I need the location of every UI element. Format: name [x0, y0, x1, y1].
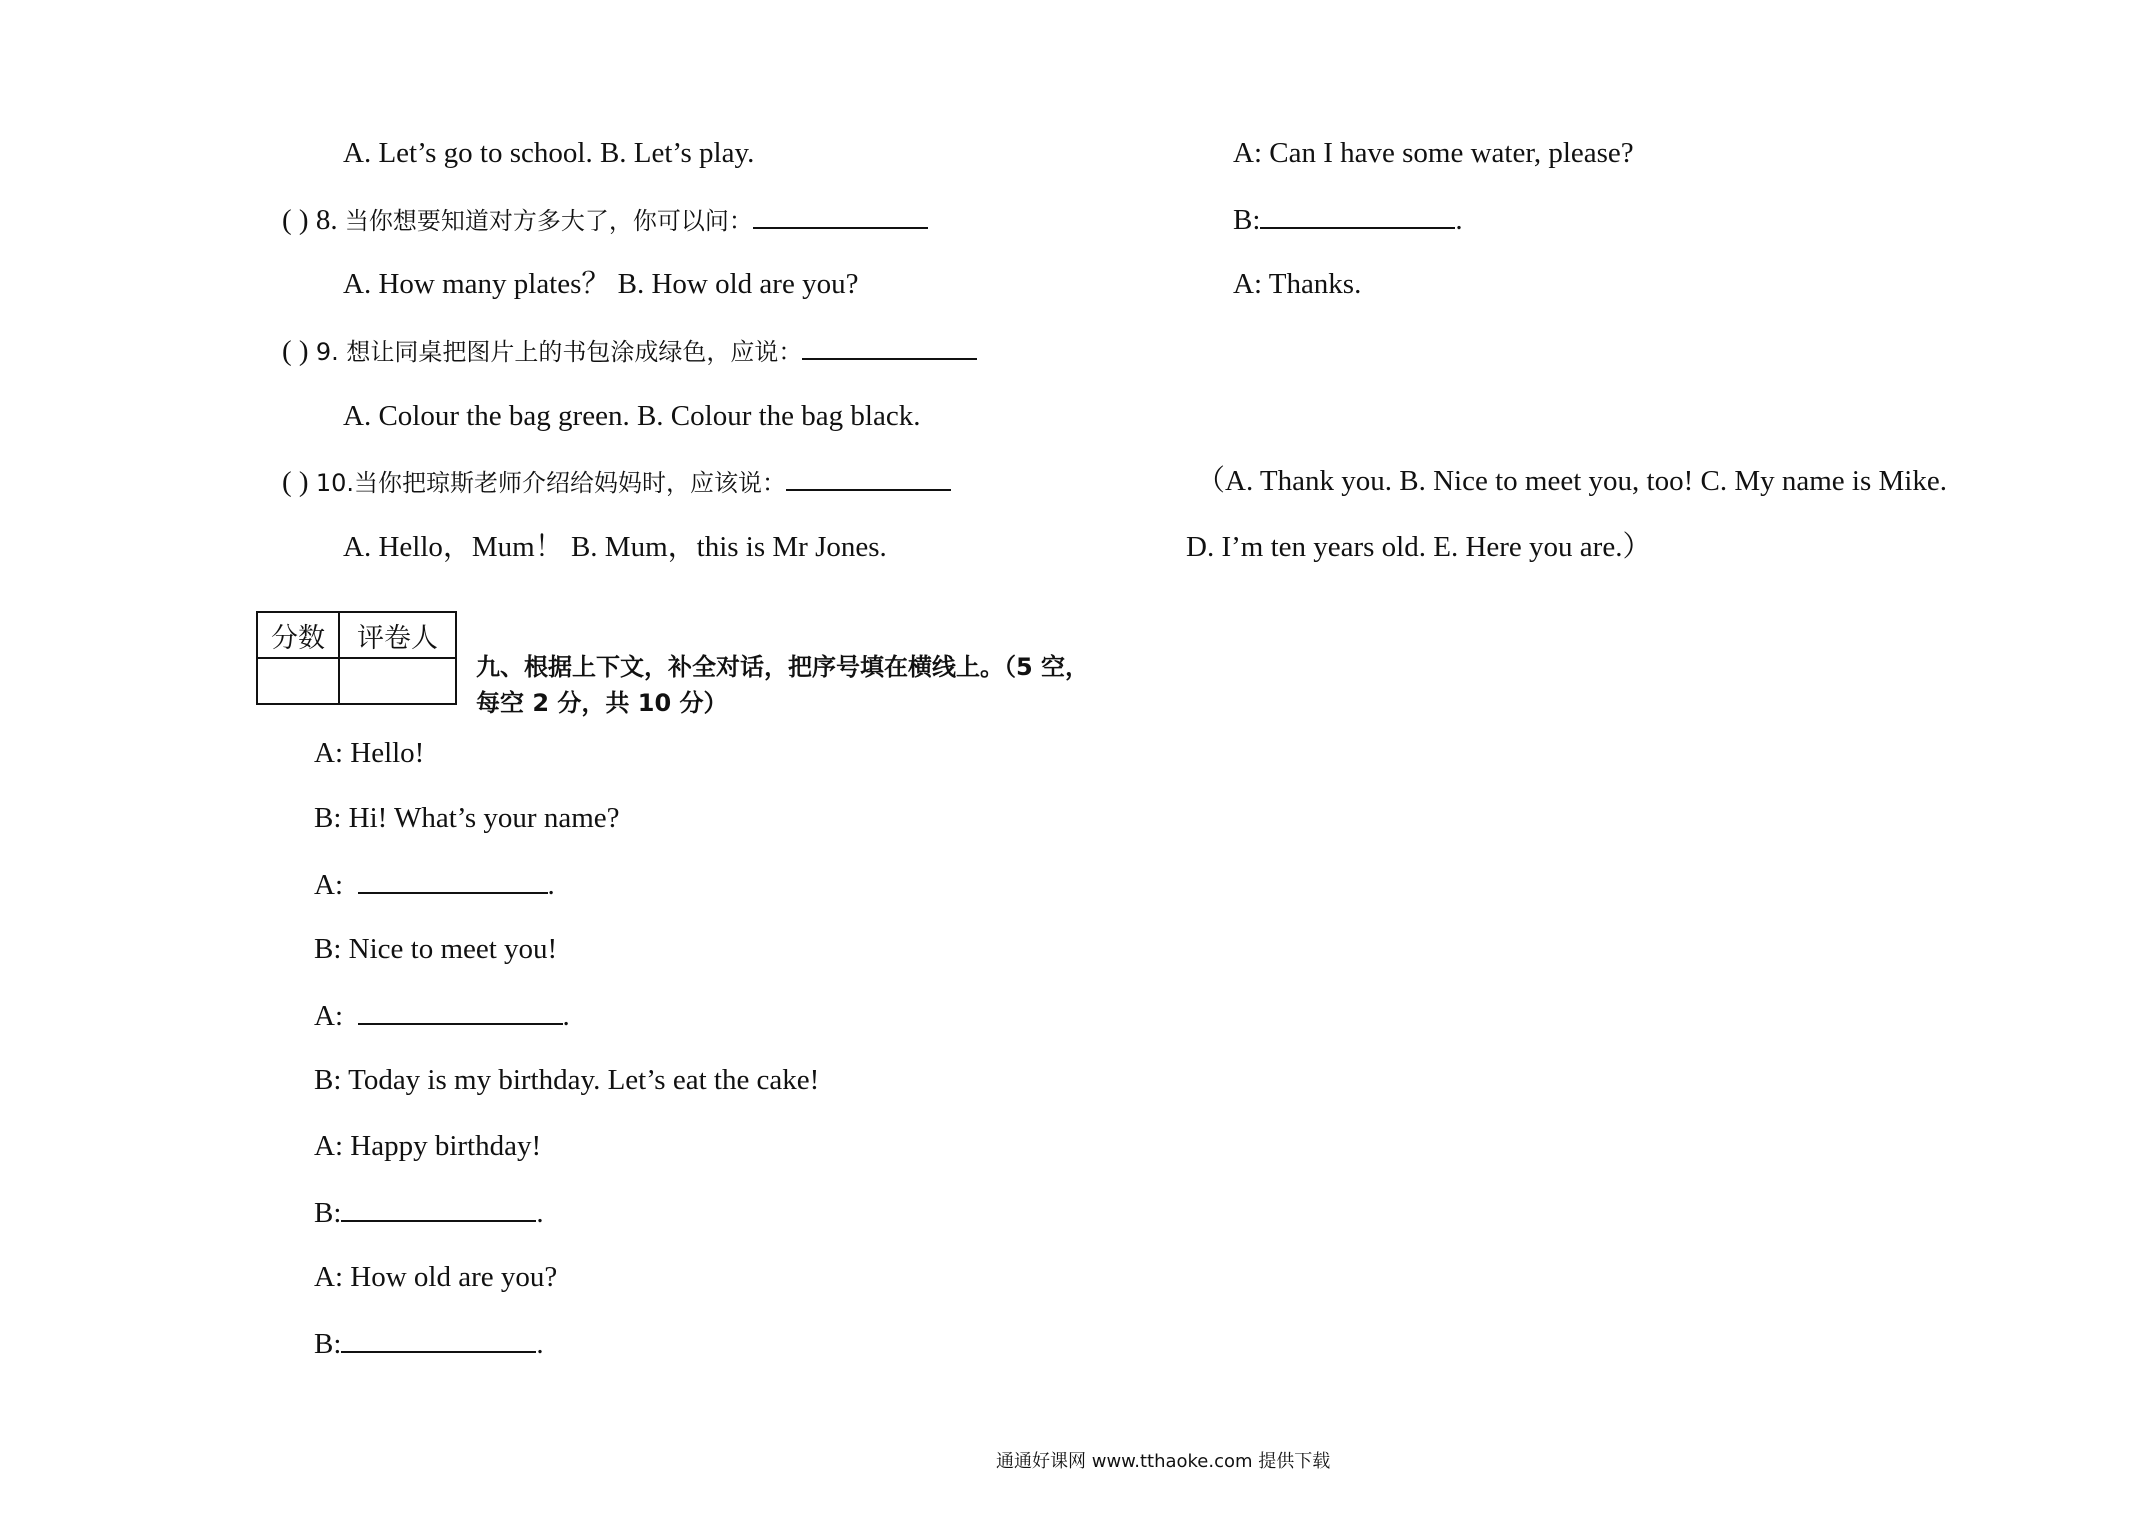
right-line-2-prefix: B: — [1233, 204, 1261, 236]
dialogue-line-6: B: Today is my birthday. Let’s eat the cake! — [314, 1064, 820, 1096]
answer-choices-line-1: （A. Thank you. B. Nice to meet you, too! C. My name is Mike. — [1196, 465, 1947, 497]
dialogue-prefix: B: — [314, 1328, 342, 1360]
dialogue-line-1: A: Hello! — [314, 737, 425, 769]
q8-blank[interactable] — [753, 201, 928, 229]
dialogue-suffix: . — [562, 1000, 570, 1032]
dialogue-prefix: A: — [314, 1000, 351, 1032]
dialogue-blank-2[interactable] — [358, 997, 563, 1025]
right-dialogue-line-2 — [1233, 201, 1463, 238]
q7-options: A. Let’s go to school. B. Let’s play. — [343, 137, 755, 169]
dialogue-line-5 — [314, 997, 570, 1034]
section-9-title-line-2: 每空 2 分，共 10 分） — [476, 689, 728, 717]
dialogue-line-9: A: How old are you? — [314, 1261, 558, 1293]
right-line-2-suffix: . — [1455, 204, 1463, 236]
q9-blank[interactable] — [802, 332, 977, 360]
q8-answer-paren[interactable]: ( ) — [282, 204, 309, 236]
q8-stem: 当你想要知道对方多大了，你可以问： — [344, 207, 753, 235]
dialogue-suffix: . — [547, 869, 555, 901]
dialogue-suffix: . — [536, 1197, 544, 1229]
dialogue-line-8 — [314, 1194, 544, 1231]
q9-row — [282, 332, 977, 370]
dialogue-blank-4[interactable] — [341, 1325, 536, 1353]
dialogue-prefix: B: — [314, 1197, 342, 1229]
q10-answer-paren[interactable]: ( ) — [282, 466, 309, 498]
right-dialogue-line-3: A: Thanks. — [1233, 268, 1362, 300]
score-cell[interactable] — [257, 658, 339, 704]
q10-row — [282, 463, 951, 501]
dialogue-line-7: A: Happy birthday! — [314, 1130, 542, 1162]
section-9-title-line-1: 九、根据上下文，补全对话，把序号填在横线上。（5 空， — [476, 653, 1090, 681]
right-dialogue-blank[interactable] — [1260, 201, 1455, 229]
grader-cell[interactable] — [339, 658, 456, 704]
q8-number: 8. — [315, 204, 338, 236]
q9-answer-paren[interactable]: ( ) — [282, 335, 309, 367]
q10-blank[interactable] — [786, 463, 951, 491]
right-dialogue-line-1: A: Can I have some water, please? — [1233, 137, 1634, 169]
page-footer: 通通好课网 www.tthaoke.com 提供下载 — [996, 1451, 1331, 1472]
q10-stem: 10.当你把琼斯老师介绍给妈妈时，应该说： — [315, 469, 786, 497]
answer-choices-line-2: D. I’m ten years old. E. Here you are.） — [1186, 531, 1652, 563]
dialogue-line-2: B: Hi! What’s your name? — [314, 802, 620, 834]
q9-options: A. Colour the bag green. B. Colour the bag black. — [343, 400, 921, 432]
q9-stem: 9. 想让同桌把图片上的书包涂成绿色，应说： — [315, 338, 803, 366]
q8-options: A. How many plates？ B. How old are you? — [343, 268, 859, 300]
q10-options: A. Hello，Mum！ B. Mum，this is Mr Jones. — [343, 531, 887, 563]
score-table — [256, 611, 457, 705]
grader-header: 评卷人 — [339, 612, 456, 658]
dialogue-blank-3[interactable] — [341, 1194, 536, 1222]
dialogue-suffix: . — [536, 1328, 544, 1360]
dialogue-line-10 — [314, 1325, 544, 1362]
dialogue-blank-1[interactable] — [358, 866, 548, 894]
dialogue-line-3 — [314, 866, 555, 903]
dialogue-prefix: A: — [314, 869, 351, 901]
q8-row — [282, 201, 928, 239]
dialogue-line-4: B: Nice to meet you! — [314, 933, 558, 965]
score-header: 分数 — [257, 612, 339, 658]
